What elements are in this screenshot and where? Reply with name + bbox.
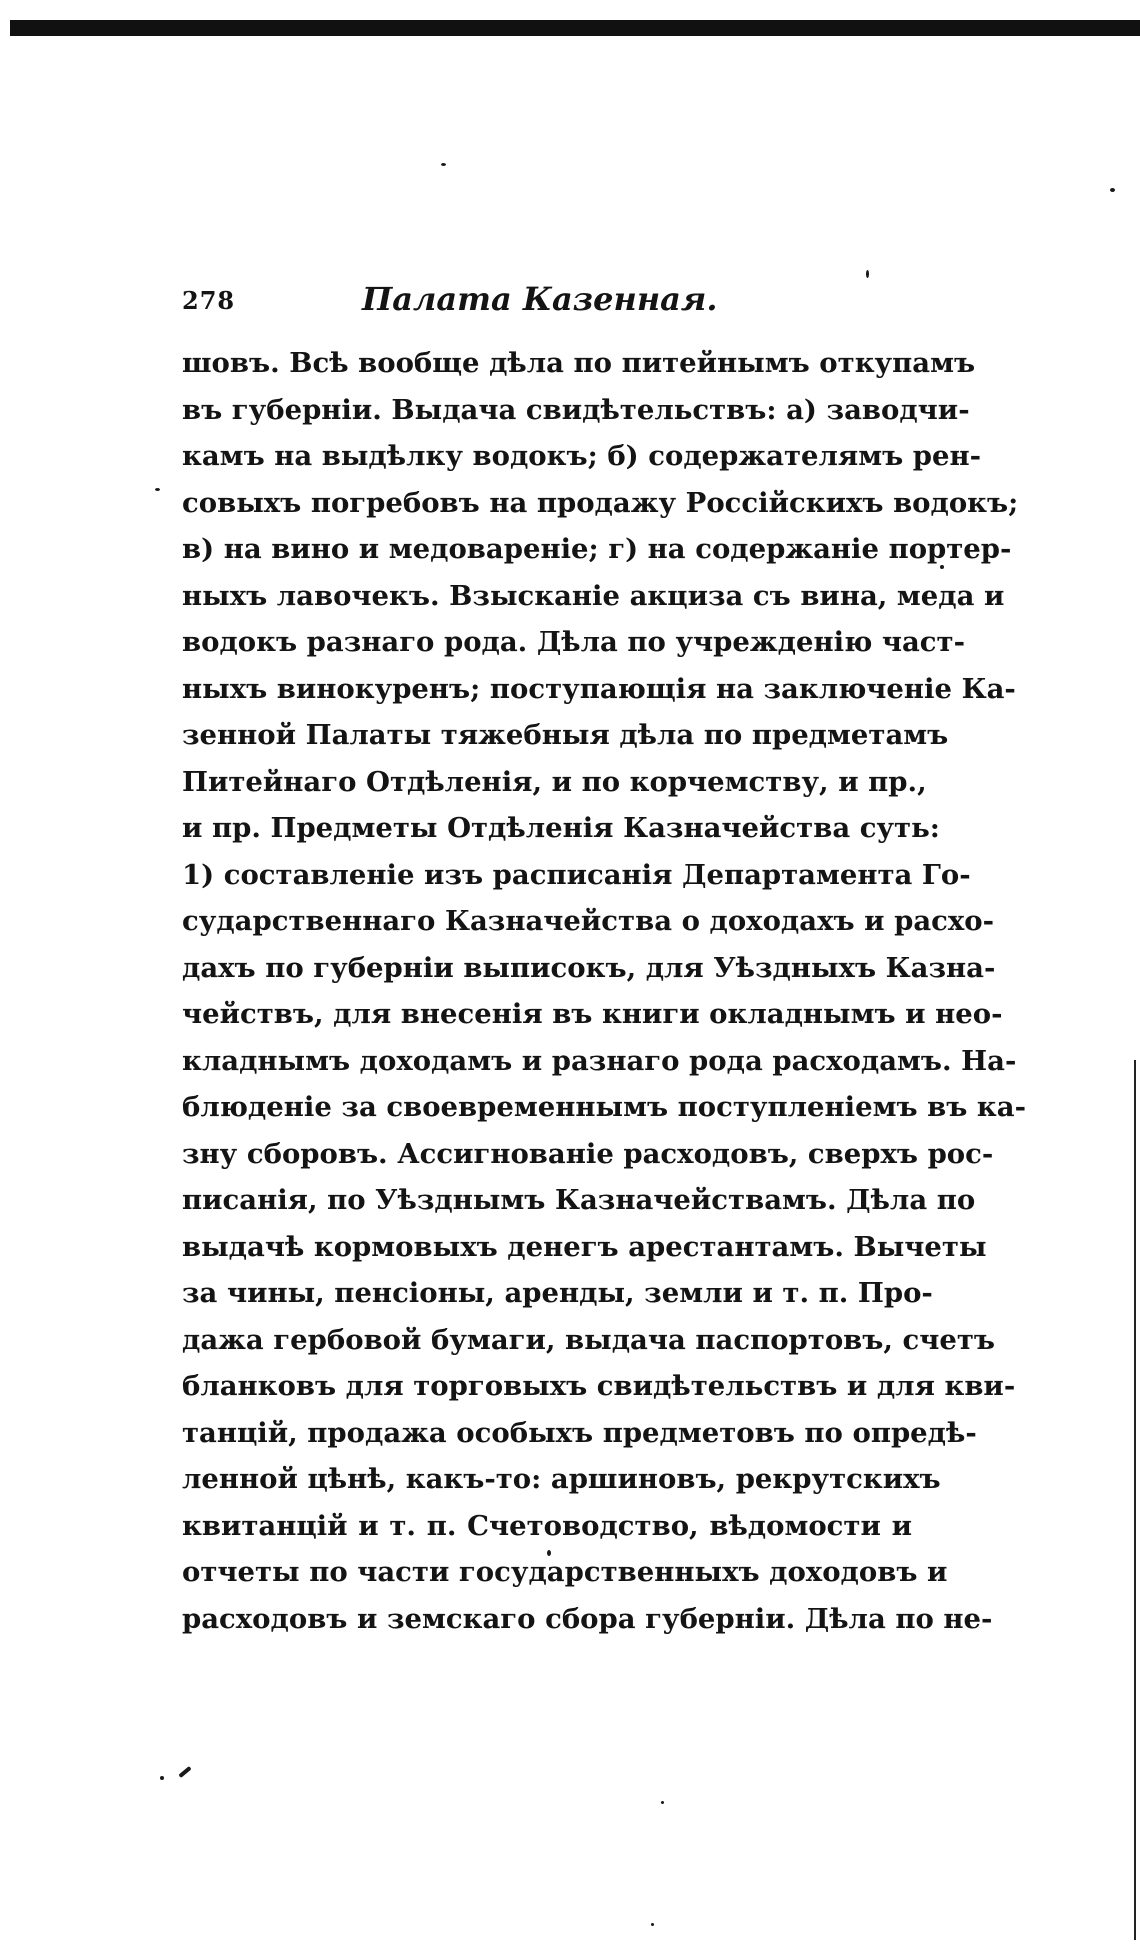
text-line: и пр. Предметы Отдѣленія Казначейства суть: [182,812,940,844]
text-line: за чины, пенсіоны, аренды, земли и т. п. Про- [182,1277,933,1309]
text-line: въ губерніи. Выдача свидѣтельствъ: а) заводчи- [182,393,970,426]
top-border-rule [10,20,1140,36]
text-line: расходовъ и земскаго сбора губерніи. Дѣла по не- [182,1602,993,1635]
text-line: 1) составленіе изъ расписанія Департамента Го- [182,858,971,891]
text-line: Питейнаго Отдѣленія, и по корчемству, и пр., [182,765,927,798]
text-line: выдачѣ кормовыхъ денегъ арестантамъ. Вычеты [182,1230,987,1263]
text-line: камъ на выдѣлку водокъ; б) содержателямъ рен- [182,440,982,472]
text-line: кладнымъ доходамъ и разнаго рода расходамъ. На- [182,1044,1017,1077]
scan-speck [441,163,446,166]
text-line: писанія, по Уѣзднымъ Казначействамъ. Дѣла по [182,1184,976,1216]
text-line: шовъ. Всѣ вообще дѣла по питейнымъ откупамъ [182,347,976,379]
text-line: ныхъ винокуренъ; поступающія на заключеніе Ка- [182,672,1016,705]
scan-speck [155,488,160,491]
text-line: водокъ разнаго рода. Дѣла по учрежденію част- [182,626,965,658]
text-line: совыхъ погребовъ на продажу Россійскихъ водокъ; [182,486,1019,519]
text-line: дахъ по губерніи выписокъ, для Уѣздныхъ Казна- [182,951,996,984]
text-line: танцій, продажа особыхъ предметовъ по опредѣ- [182,1416,977,1449]
text-line: отчеты по части государственныхъ доходовъ и [182,1556,948,1588]
text-line: блюденіе за своевременнымъ поступленіемъ въ ка- [182,1091,1027,1123]
scan-speck [940,565,944,569]
scan-speck [178,1766,191,1778]
text-line: в) на вино и медовареніе; г) на содержаніе портер- [182,533,1012,565]
scan-speck [661,1801,664,1804]
scan-speck [651,1923,654,1926]
body-text [182,340,1027,1642]
page-header [182,280,902,326]
text-line: чействъ, для внесенія въ книги окладнымъ и нео- [182,998,1003,1030]
scan-speck [1110,188,1115,192]
scan-speck [160,1776,164,1780]
scan-speck [866,270,869,278]
text-line: зну сборовъ. Ассигнованіе расходовъ, сверхъ рос- [182,1137,994,1170]
page-number: 278 [182,286,236,315]
right-edge-rule [1134,1060,1136,1940]
text-line: бланковъ для торговыхъ свидѣтельствъ и для кви- [182,1370,1016,1402]
text-line: сударственнаго Казначейства о доходахъ и расхо- [182,905,995,937]
text-line: ленной цѣнѣ, какъ-то: аршиновъ, рекрутскихъ [182,1463,941,1495]
text-line: квитанцій и т. п. Счетоводство, вѣдомости и [182,1509,912,1542]
text-line: зенной Палаты тяжебныя дѣла по предметамъ [182,719,949,751]
text-line: дажа гербовой бумаги, выдача паспортовъ, счетъ [182,1323,996,1356]
running-title: Палата Казенная. [362,280,718,318]
text-line: ныхъ лавочекъ. Взысканіе акциза съ вина, меда и [182,579,1005,612]
